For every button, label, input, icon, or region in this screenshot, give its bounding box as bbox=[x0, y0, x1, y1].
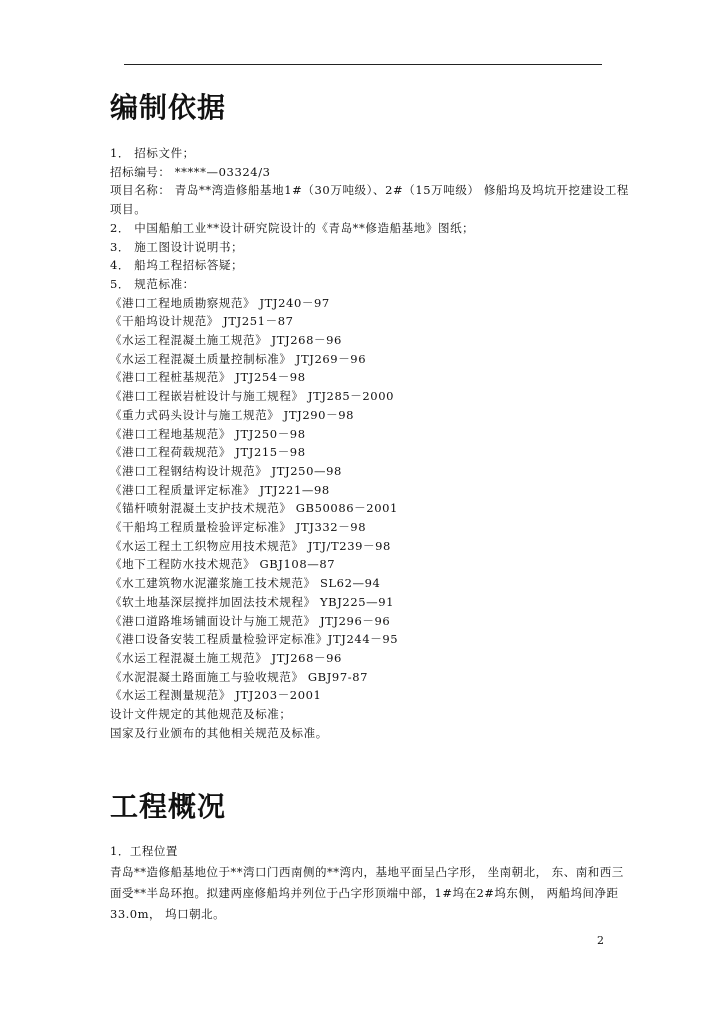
basis-line: 《重力式码头设计与施工规范》 JTJ290－98 bbox=[110, 407, 355, 422]
basis-line: 1． 招标文件； bbox=[110, 146, 195, 160]
basis-line: 《地下工程防水技术规范》 GBJ108—87 bbox=[110, 557, 336, 572]
basis-line: 《港口设备安装工程质量检验评定标准》JTJ244－95 bbox=[110, 632, 399, 647]
basis-line: 《干船坞工程质量检验评定标准》 JTJ332－98 bbox=[110, 520, 367, 535]
basis-line: 2． 中国船舶工业**设计研究院设计的《青岛**修造船基地》图纸； bbox=[110, 220, 475, 235]
overview-subheading: 1．工程位置 bbox=[110, 843, 178, 858]
document-body bbox=[110, 88, 630, 925]
basis-line: 《水运工程土工织物应用技术规范》 JTJ/T239－98 bbox=[110, 538, 391, 553]
section-title-basis: 编制依据 bbox=[110, 91, 227, 124]
basis-line: 《港口工程地基规范》 JTJ250－98 bbox=[110, 426, 306, 441]
basis-line: 《水工建筑物水泥灌浆施工技术规范》 SL62—94 bbox=[110, 576, 381, 591]
basis-line: 《软土地基深层搅拌加固法技术规程》 YBJ225—91 bbox=[110, 594, 395, 609]
basis-line: 5． 规范标准： bbox=[110, 276, 195, 291]
basis-line: 设计文件规定的其他规范及标准； bbox=[110, 707, 292, 722]
basis-line: 《水泥混凝土路面施工与验收规范》 GBJ97-87 bbox=[110, 669, 369, 684]
basis-line: 《水运工程测量规范》 JTJ203－2001 bbox=[110, 688, 322, 703]
section-title-overview: 工程概况 bbox=[110, 789, 227, 823]
overview-paragraph: 青岛**造修船基地位于**湾口门西南侧的**湾内，基地平面呈凸字形， 坐南朝北， 东、南和西三面受**半岛环抱。拟建两座修船坞并列位于凸字形顶端中部，1#坞在2#坞东侧， 两船坞间净距33.0m， 坞口朝北。 bbox=[110, 864, 624, 921]
basis-line: 《港口工程嵌岩桩设计与施工规程》 JTJ285－2000 bbox=[110, 389, 395, 404]
basis-list bbox=[110, 144, 630, 743]
basis-line: 《港口工程地质勘察规范》 JTJ240－97 bbox=[110, 295, 330, 310]
basis-line: 《港口工程质量评定标准》 JTJ221—98 bbox=[110, 482, 330, 497]
basis-line: 招标编号： *****—03324/3 bbox=[110, 164, 271, 179]
page-number: 2 bbox=[597, 934, 604, 947]
basis-line: 《水运工程混凝土施工规范》 JTJ268－96 bbox=[110, 650, 342, 665]
basis-line: 3． 施工图设计说明书； bbox=[110, 239, 244, 254]
header-rule bbox=[124, 64, 602, 65]
basis-line: 《水运工程混凝土质量控制标准》 JTJ269－96 bbox=[110, 351, 367, 366]
basis-line: 项目名称： 青岛**湾造修船基地1#（30万吨级）、2#（15万吨级） 修船坞及坞坑开挖建设工程项目。 bbox=[110, 183, 630, 217]
basis-line: 《干船坞设计规范》 JTJ251－87 bbox=[110, 314, 294, 329]
basis-line: 国家及行业颁布的其他相关规范及标准。 bbox=[110, 725, 328, 740]
basis-line: 《水运工程混凝土施工规范》 JTJ268－96 bbox=[110, 333, 342, 348]
basis-line: 4． 船坞工程招标答疑； bbox=[110, 258, 244, 273]
basis-line: 《港口工程钢结构设计规范》 JTJ250—98 bbox=[110, 463, 342, 478]
basis-line: 《港口工程荷载规范》 JTJ215－98 bbox=[110, 445, 306, 460]
basis-line: 《锚杆喷射混凝土支护技术规范》 GB50086－2001 bbox=[110, 501, 398, 516]
basis-line: 《港口道路堆场铺面设计与施工规范》 JTJ296－96 bbox=[110, 613, 391, 628]
basis-line: 《港口工程桩基规范》 JTJ254－98 bbox=[110, 370, 306, 385]
